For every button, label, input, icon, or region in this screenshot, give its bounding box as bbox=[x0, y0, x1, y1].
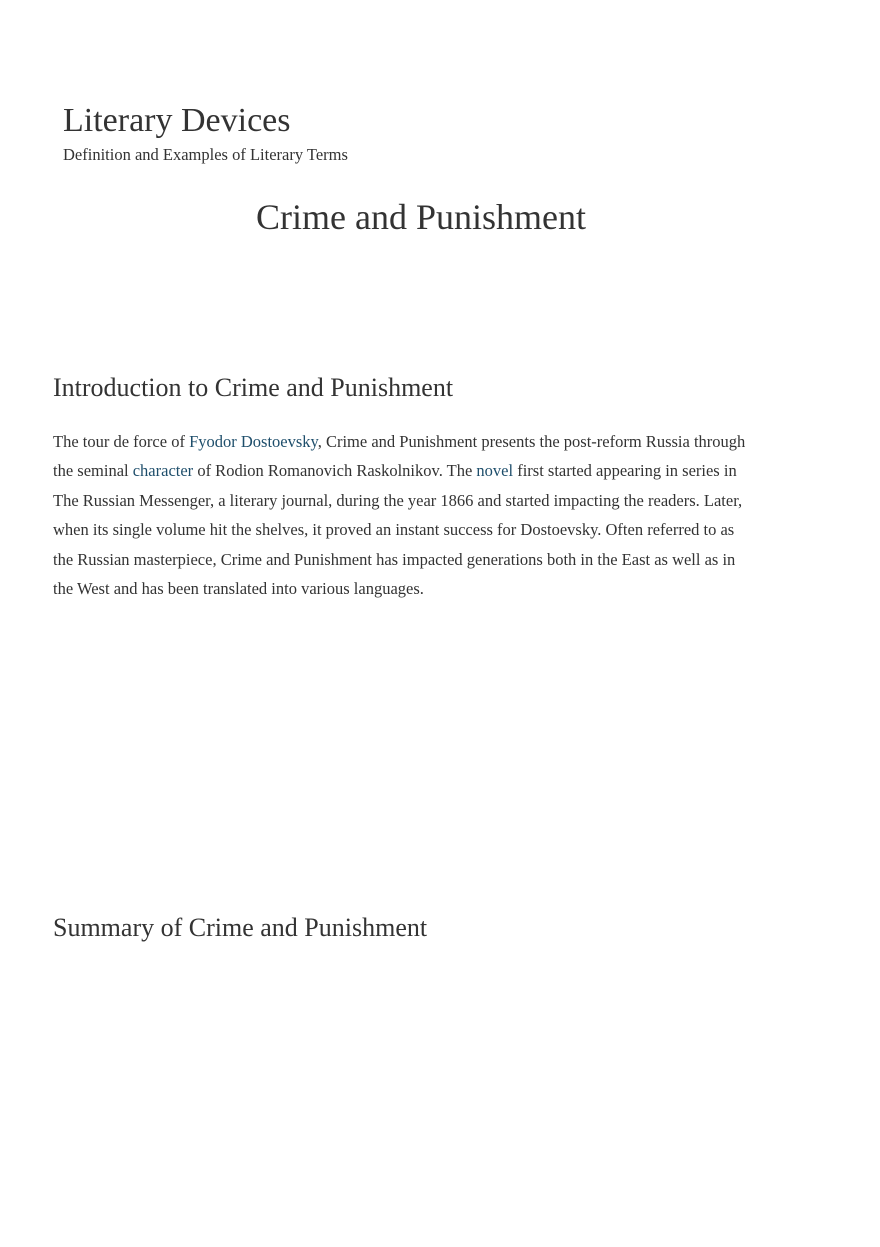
introduction-heading: Introduction to Crime and Punishment bbox=[53, 373, 454, 402]
page-title: Crime and Punishment bbox=[256, 197, 586, 237]
author-link[interactable]: Fyodor Dostoevsky bbox=[189, 432, 318, 451]
paragraph-text: , Crime and Punishment presents the post-reform Russia through the seminal bbox=[53, 432, 746, 481]
paragraph-text: of Rodion Romanovich Raskolnikov. The bbox=[193, 461, 477, 481]
summary-heading: Summary of Crime and Punishment bbox=[53, 913, 428, 942]
site-tagline: Definition and Examples of Literary Terms bbox=[63, 145, 348, 164]
paragraph-text: first started appearing in series in The Russian Messenger, a literary journal, during the year 1866 and started impacting the readers. Later, when its single volume hit the shelves, it proved an instant success for Dostoevsky. Often referred to as the Russian masterpiece, Crime and Punishment has impacted generations both in the East as well as in the West and has been translated into various languages. bbox=[53, 461, 743, 599]
site-title[interactable]: Literary Devices bbox=[63, 102, 291, 139]
paragraph-text: The tour de force of bbox=[53, 432, 190, 451]
character-link[interactable]: character bbox=[132, 461, 194, 481]
introduction-paragraph bbox=[53, 427, 753, 603]
novel-link[interactable]: novel bbox=[476, 461, 514, 481]
